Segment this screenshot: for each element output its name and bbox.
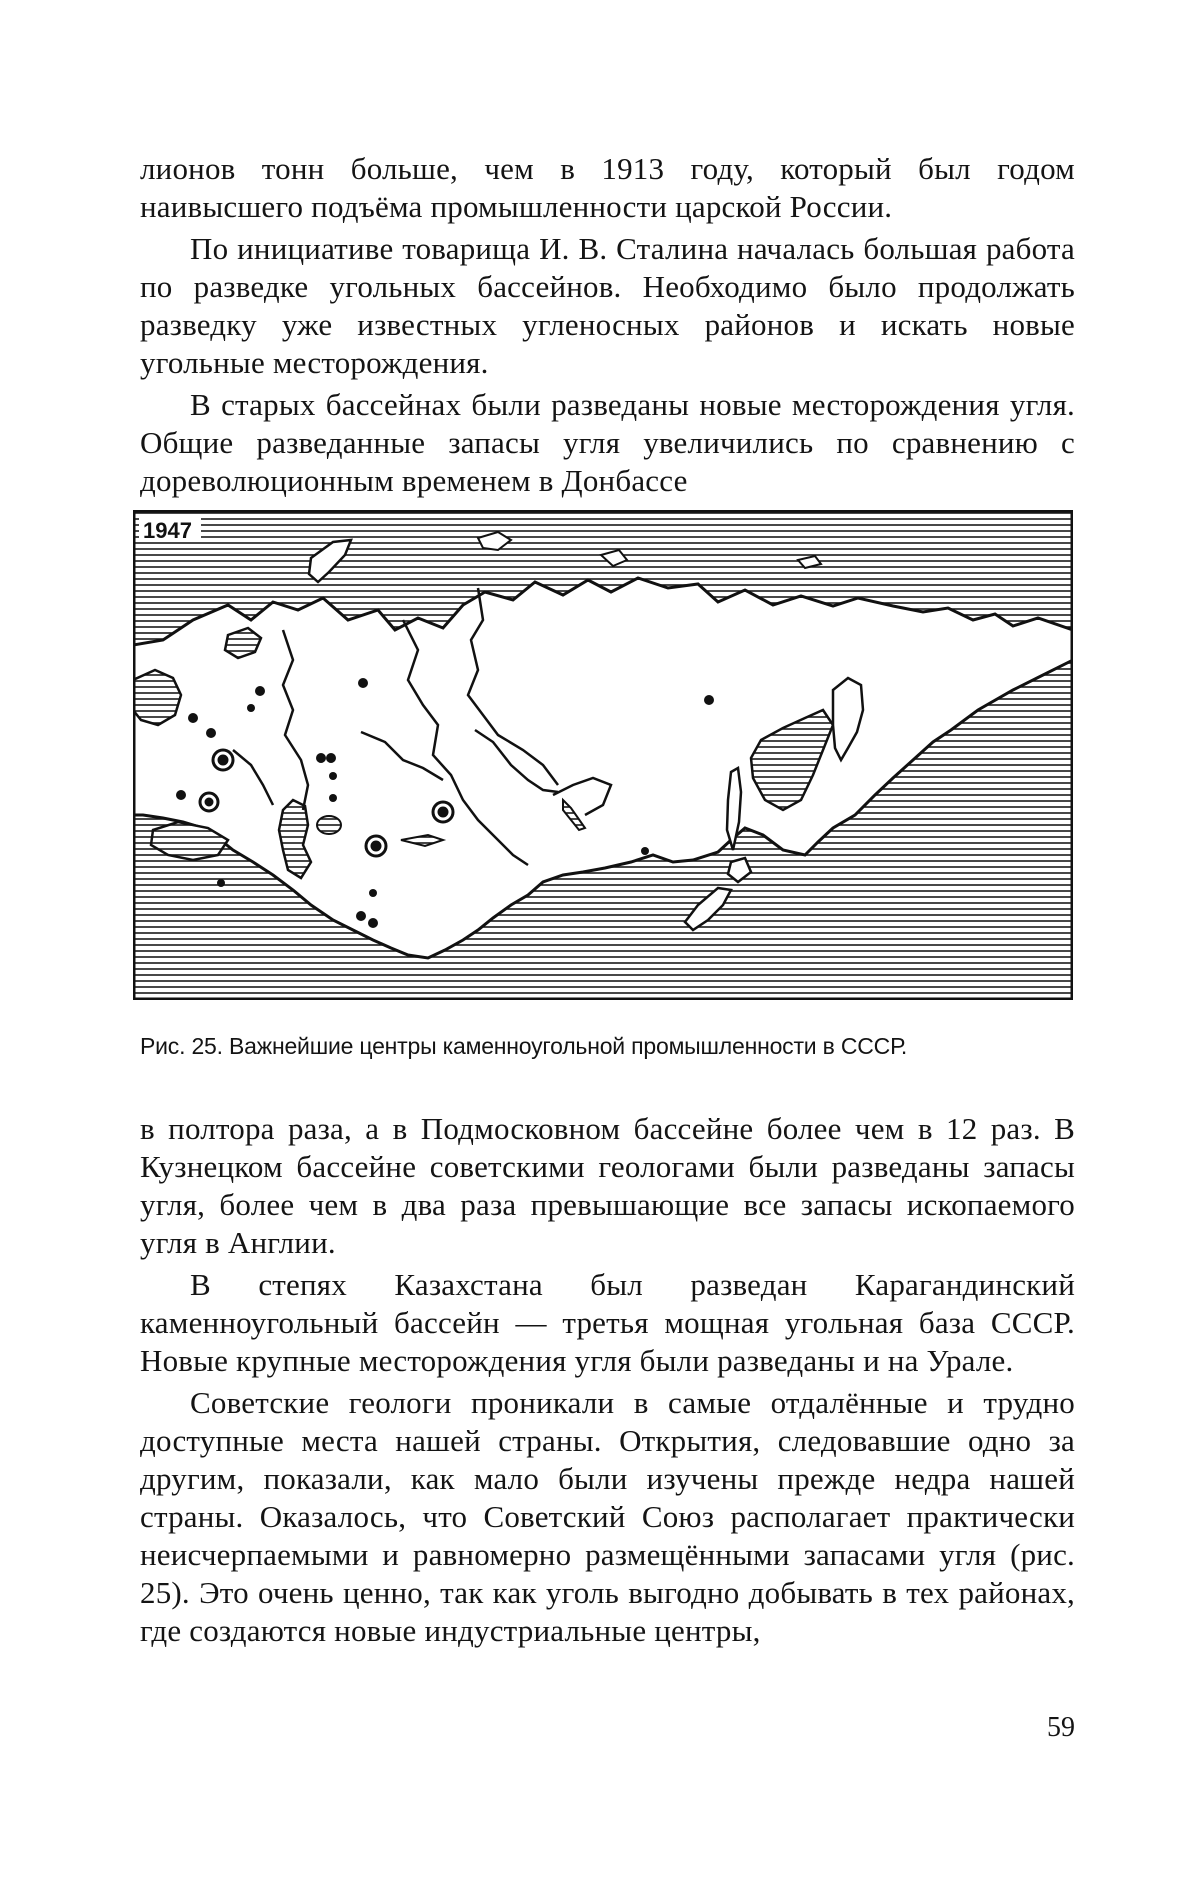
coal-center-dot: [188, 713, 198, 723]
coal-center-dot: [316, 753, 326, 763]
coal-centers-map: [133, 510, 1073, 1000]
paragraph: в полтора раза, а в Подмосковном бассейне более чем в 12 раз. В Кузнецком бассейне советскими геологами были разведаны запасы угля, более чем в два раза превышающие все запасы ископаемого угля в Англии.: [140, 1111, 1075, 1260]
coal-center-dot: [369, 889, 377, 897]
paragraph: По инициативе товарища И. В. Сталина началась большая работа по разведке угольных бассейнов. Необходимо было продолжать разведку уже известных угленосных районов и искать новые угольные месторождения.: [140, 231, 1075, 380]
coal-center-dot: [368, 918, 378, 928]
baltic-sea: [133, 670, 181, 725]
coal-center-dot: [356, 911, 366, 921]
text-block-top: [140, 150, 1075, 500]
paragraph: В степях Казахстана был разведан Карагандинский каменноугольный бассейн — третья мощная угольная база СССР. Новые крупные месторождения угля были разведаны и на Урале.: [140, 1267, 1075, 1378]
map-year-label: 1947: [143, 518, 192, 543]
coal-center-dot: [329, 794, 337, 802]
paragraph: В старых бассейнах были разведаны новые месторождения угля. Общие разведанные запасы угля увеличились по сравнению с дореволюционным временем в Донбассе: [140, 387, 1075, 498]
coal-center-dot: [641, 847, 649, 855]
coal-center-dot: [326, 753, 336, 763]
coal-center-dot: [247, 704, 255, 712]
coal-center-dot: [217, 879, 225, 887]
coal-center-dot: [329, 772, 337, 780]
coal-center-dot: [206, 728, 216, 738]
aral-sea: [317, 816, 341, 834]
coal-center-dot: [255, 686, 265, 696]
coal-center-dot: [358, 678, 368, 688]
coal-center-dot: [704, 695, 714, 705]
coal-center-dot: [176, 790, 186, 800]
text-block-bottom: [140, 1110, 1075, 1650]
paragraph: лионов тонн больше, чем в 1913 году, который был годом наивысшего подъёма промышленности царской России.: [140, 151, 1075, 224]
paragraph: Советские геологи проникали в самые отдалённые и трудно доступные места нашей страны. Открытия, следовавшие одно за другим, показали, как мало были изучены прежде недра нашей страны. Оказалось, что Советский Союз располагает практически неисчерпаемыми и равномерно размещёнными запасами угля (рис. 25). Это очень ценно, так как уголь выгодно добывать в тех районах, где создаются новые индустриальные центры,: [140, 1385, 1075, 1648]
figure-caption: Рис. 25. Важнейшие центры каменноугольной промышленности в СССР.: [140, 1033, 908, 1059]
page-number: 59: [1047, 1712, 1075, 1743]
